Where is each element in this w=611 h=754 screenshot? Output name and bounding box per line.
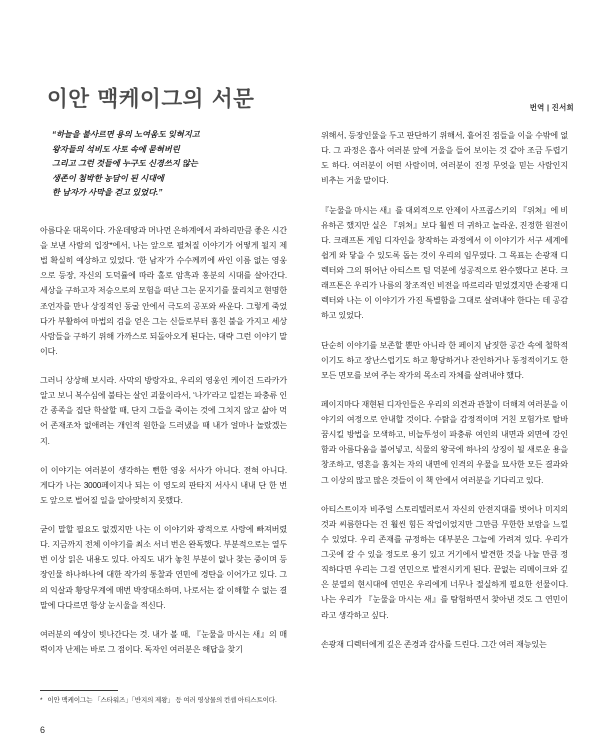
footnote-divider [40,690,118,691]
paragraph: 굳이 말할 필요도 없겠지만 나는 이 이야기와 광적으로 사랑에 빠져버렸다. 지금까지 전체 이야기를 최소 서너 번은 완독했다. 부분적으로는 열두 번 이상 읽은 내용도 있다. 아직도 내가 놓친 부분이 없나 찾는 중이며 등장인물 하나하나에 대한 작가의 통찰과 연민에 경탄을 이어가고 있다. 그의 익살과 황당무계에 매번 박장대소하며, 나로서는 잘 이해할 수 없는 결말에 다다르면 항상 눈시울을 적신다. [40,525,287,610]
paragraph: 『눈물을 마시는 새』를 대외적으로 안제이 사프콥스키의 『위쳐』에 비유하곤 했지만 실은 『위쳐』보다 훨씬 더 귀하고 놀라운, 진정한 원전이다. 크래프톤 게임 디자인을 창작하는 과정에서 이 이야기가 서구 세계에 쉽게 와 닿을 수 있도록 돕는 것이 우리의 임무였다. 그 목표는 손광재 디렉터와 그의 뛰어난 아티스트 팀 덕분에 성공적으로 완수했다고 본다. 크래프톤은 우리가 나름의 창조적인 비전을 따르리라 믿었겠지만 손광재 디렉터와 나는 이 이야기가 가진 특별함을 그대로 살려내야 한다는 데 공감하고 있었다. [321,205,568,321]
title-area [47,88,347,112]
paragraph: 여러분의 예상이 빗나간다는 것. 내가 볼 때, 『눈물을 마시는 새』의 매력이자 난제는 바로 그 점이다. 독자인 여러분은 해답을 찾기 [40,629,287,654]
paragraph: 손광재 디렉터에게 깊은 존경과 감사를 드린다. 그간 여러 재능있는 [321,639,547,649]
page-number: 6 [40,725,46,735]
right-column [321,128,568,666]
footnote-area [40,690,290,706]
paragraph: 이 이야기는 여러분이 생각하는 뻔한 영웅 서사가 아니다. 전혀 아니다. 게다가 나는 3000페이지나 되는 이 영도의 판타지 서사시 내내 단 한 번도 앞으로 벌어질 일을 알아맞히지 못했다. [40,465,287,505]
footnote [40,696,290,706]
paragraph: 페이지마다 재현된 디자인들은 우리의 의견과 관찰이 더해져 여러분을 이야기의 여정으로 안내할 것이다. 수탉을 감정적이며 거친 모험가로 탈바꿈시킬 방법을 모색하고, 비늘투성이 파충류 여인의 내면과 외면에 강인함과 아름다움을 불어넣고, 식물의 왕국에 하나의 상징이 될 새로운 용을 창조하고, 영혼을 훔치는 자의 내면에 인격의 우물을 묘사한 모든 결과와 그 이상의 많고 많은 것들이 이 책 안에서 여러분을 기다리고 있다. [321,399,568,485]
footnote-marker: * [40,697,43,704]
left-column [40,128,287,671]
epigraph-line: “하늘을 불사르면 용의 노여움도 잊혀지고 [52,130,200,139]
paragraph: 아름다운 대목이다. 가운데땅과 머나먼 은하계에서 과하리만큼 좋은 시간을 보낸 사람의 입장*에서, 나는 앞으로 펼쳐질 이야기가 어떻게 될지 제법 확실히 예상하고 있었다. ‘한 남자’가 수수께끼에 싸인 이름 없는 영웅으로 등장, 자신의 도덕률에 따라 홀로 암흑과 홍분의 시대를 살아간다. 세상을 구하고자 저승으로의 모험을 떠난 그는 문지기를 물리치고 현명한 조언자를 만나 상징적인 동굴 안에서 극도의 공포와 싸운다. 그렇게 죽었다가 부활하여 마법의 검을 얻은 그는 신들로부터 훔친 불을 가지고 세상 사람들을 구하기 위해 가까스로 되돌아오게 된다는, 대략 그런 이야기 말이다. [40,225,287,356]
epigraph-line: 왕자들의 석비도 사토 속에 묻혀버린 [52,144,180,154]
footnote-text: 이안 맥케이그는 「스타워즈」「반지의 제왕」 등 여러 영상물의 컨셉 아티스트이다. [47,697,277,704]
paragraph: 단순히 이야기를 보존할 뿐만 아니라 한 페이지 남짓한 공간 속에 철학적이기도 하고 장난스럽기도 하고 황당하거나 잔인하거나 동정적이기도 한 모든 면모를 보여 주는 작가의 목소리 자체를 살려내야 했다. [321,340,568,380]
translator-credit: 번역 | 진서희 [529,103,574,112]
epigraph-line: 한 남자가 사막을 걷고 있었다.” [52,188,163,198]
paragraph: 아티스트이자 비주얼 스토리텔러로서 자신의 안전지대를 벗어나 미지의 것과 씨름한다는 건 훨씬 힘든 작업이었지만 그만큼 무한한 보람을 느낄 수 있었다. 우리 존재를 규정하는 대부분은 그늘에 가려져 있다. 우리가 그곳에 갈 수 있을 정도로 용기 있고 거기에서 발견한 것을 나눌 만큼 정직하다면 우리는 그걸 연민으로 발전시키게 된다. 끝없는 리메이크와 깊은 분열의 현시대에 연민은 우리에게 너무나 절실하게 필요한 선물이다. 나는 우리가 『눈물을 마시는 새』를 탐험하면서 찾아낸 것도 그 연민이라고 생각하고 싶다. [321,504,568,620]
paragraph: 그러니 상상해 보시라. 사막의 방랑자요, 우리의 영웅인 케이건 드라카가 알고 보니 복수심에 불타는 살인 괴물이라서, ‘나가’라고 일컫는 파충류 인간 종족을 집단 학살할 때, 단지 그들을 죽이는 것에 그치지 않고 삶아 먹어 존재조차 없애려는 개인적 원한을 드러냈을 때 내가 얼마나 놀랐겠는지. [40,376,287,446]
epigraph-block [52,128,287,201]
epigraph-line: 생존이 첨박한 농담이 된 시대에 [52,173,164,183]
page-title: 이안 맥케이그의 서문 [47,87,255,112]
paragraph: 위해서, 등장인물을 두고 판단하기 위해서, 흩어진 점들을 이을 수밖에 없다. 그 과정은 흡사 여러분 앞에 거울을 들어 보이는 것 같아 조금 두렵기도 하다. 여러분이 어떤 사람이며, 여러분이 진정 무엇을 믿는 사람인지 비추는 거울 말이다. [321,131,568,186]
epigraph-line: 그리고 그런 것들에 누구도 신경쓰지 않는 [52,159,198,169]
